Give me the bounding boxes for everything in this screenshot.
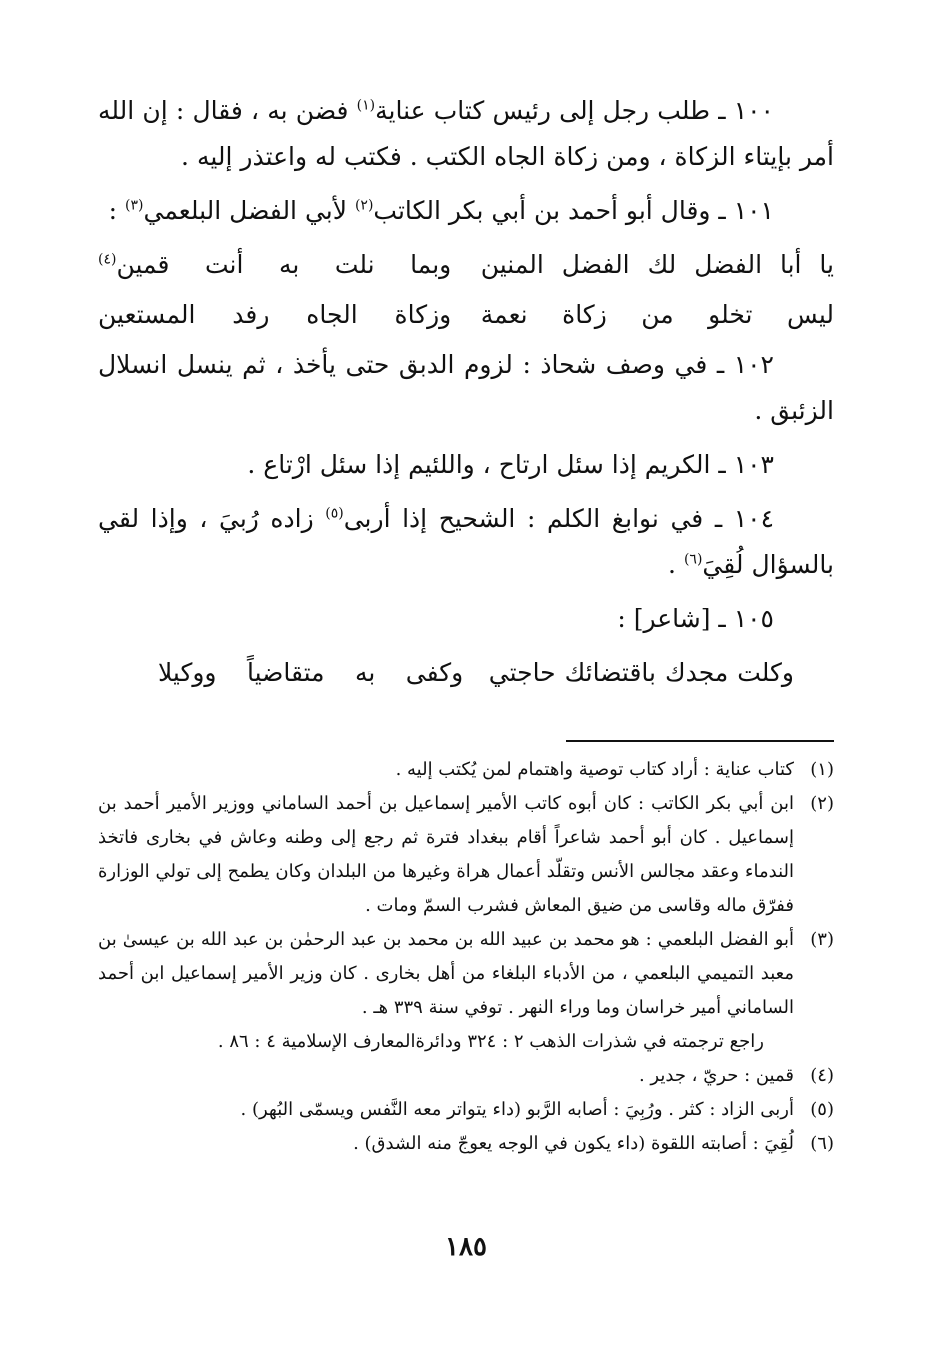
footnote-4-text: قمين : حريّ ، جدير .: [638, 1065, 794, 1086]
verse-1-first-hemistich: يا أبا الفضل لك الفضل المنين: [480, 250, 834, 279]
paragraph-105: ١٠٥ ـ [شاعر] :: [617, 604, 774, 633]
verse-1-second-text: وبما نلت به أنت قمين: [116, 250, 452, 279]
footnote-6: [98, 1127, 834, 1161]
footnote-4-number: (٤): [810, 1065, 834, 1086]
footnote-1: [98, 753, 834, 787]
footnote-ref-2: (٢): [354, 197, 374, 214]
footnote-5-number: (٥): [810, 1099, 834, 1120]
paragraph-104-rest: .: [668, 550, 684, 579]
main-text: [98, 88, 834, 700]
footnote-divider: [566, 740, 834, 742]
paragraph-104-mid: زاده رُبيَ ، وإذا لقي بالسؤال لُقِيَ: [98, 504, 834, 579]
footnote-2-number: (٢): [810, 793, 834, 814]
footnote-5-text: أربى الزاد : كثر . ورُبِيَ : أصابه الرَّبو (داء يتواتر معه النَّفس ويسمّى البُهر) .: [240, 1099, 794, 1120]
footnote-2-text: ابن أبي بكر الكاتب : كان أبوه كاتب الأمير إسماعيل بن أحمد الساماني ووزير الأمير أحمد بن إسماعيل . كان أبو أحمد شاعراً أقام ببغداد فترة ثم رجع إلى وطنه وعاش في بخارى فاتخذ الندماء وعقد مجالس الأنس وتقلّد أعمال هراة وغيرها من البلدان وكان يطمح إلى تولي الوزارة ففرّق ماله وقاسى من ضيق المعاش فشرب السمّ ومات .: [98, 793, 794, 916]
footnote-ref-3: (٣): [125, 197, 144, 214]
footnote-2: [98, 787, 834, 923]
paragraph-100: [98, 88, 834, 180]
verse-3-second-hemistich: وكفى به متقاضياً ووكيلا: [158, 658, 464, 687]
footnote-ref-1: (١): [356, 97, 376, 114]
paragraph-100-text: ١٠٠ ـ طلب رجل إلى رئيس كتاب عناية: [375, 96, 774, 125]
paragraph-104: [98, 496, 834, 588]
verse-line-3: [98, 650, 834, 696]
footnote-ref-6: (٦): [683, 551, 703, 568]
footnote-1-number: (١): [810, 759, 834, 780]
verse-line-1: [98, 242, 834, 288]
paragraph-101-text: ١٠١ ـ وقال أبو أحمد بن أبي بكر الكاتب: [373, 196, 774, 225]
paragraph-102: ١٠٢ ـ في وصف شحاذ : لزوم الدبق حتى يأخذ ، ثم ينسل انسلال الزئبق .: [98, 350, 834, 425]
paragraph-104-text: ١٠٤ ـ في نوابغ الكلم : الشحيح إذا أربى: [343, 504, 775, 533]
verse-line-2: [98, 292, 834, 338]
verse-3-first-hemistich: وكلت مجدك باقتضائك حاجتي: [488, 658, 794, 687]
verse-1-second-hemistich: [98, 242, 451, 288]
footnote-4: [98, 1059, 834, 1093]
footnote-6-number: (٦): [810, 1133, 834, 1154]
paragraph-101-rest: :: [108, 196, 126, 225]
paragraph-101: [98, 188, 834, 234]
footnote-3: [98, 923, 834, 1025]
verse-2-first-hemistich: ليس تخلو من زكاة نعمة: [480, 300, 834, 329]
paragraph-100-rest: فضن به ، فقال : إن الله أمر بإيتاء الزكاة ، ومن زكاة الجاه الكتب . فكتب له واعتذر إليه .: [98, 96, 834, 171]
footnote-1-text: كتاب عناية : أراد كتاب توصية واهتمام لمن يُكتب إليه .: [395, 759, 794, 780]
footnote-ref-4: (٤): [98, 251, 117, 268]
footnote-3-reference: راجع ترجمته في شذرات الذهب ٢ : ٣٢٤ ودائرةالمعارف الإسلامية ٤ : ٨٦ .: [217, 1031, 764, 1052]
verse-2-second-hemistich: وزكاة الجاه رفد المستعين: [98, 300, 452, 329]
footnote-3-text: أبو الفضل البلعمي : هو محمد بن عبيد الله بن محمد بن عبد الرحمٰن بن عبد الله بن عيسىٰ بن معبد التميمي البلعمي ، من الأدباء البلغاء من أهل بخارى . كان وزير الأمير إسماعيل ابن أحمد الساماني أمير خراسان وما وراء النهر . توفي سنة ٣٣٩ هـ .: [98, 929, 794, 1018]
footnote-3-number: (٣): [810, 929, 834, 950]
footnote-5: [98, 1093, 834, 1127]
footnote-6-text: لُقِيَ : أصابته اللقوة (داء يكون في الوجه يعوجّ منه الشدق) .: [353, 1133, 794, 1154]
paragraph-103: ١٠٣ ـ الكريم إذا سئل ارتاح ، واللئيم إذا سئل ارْتاع .: [247, 450, 774, 479]
page-number: ١٨٥: [445, 1232, 487, 1262]
footnote-ref-5: (٥): [325, 505, 344, 522]
paragraph-101-mid: لأبي الفضل البلعمي: [143, 196, 355, 225]
footnotes: [98, 753, 834, 1161]
